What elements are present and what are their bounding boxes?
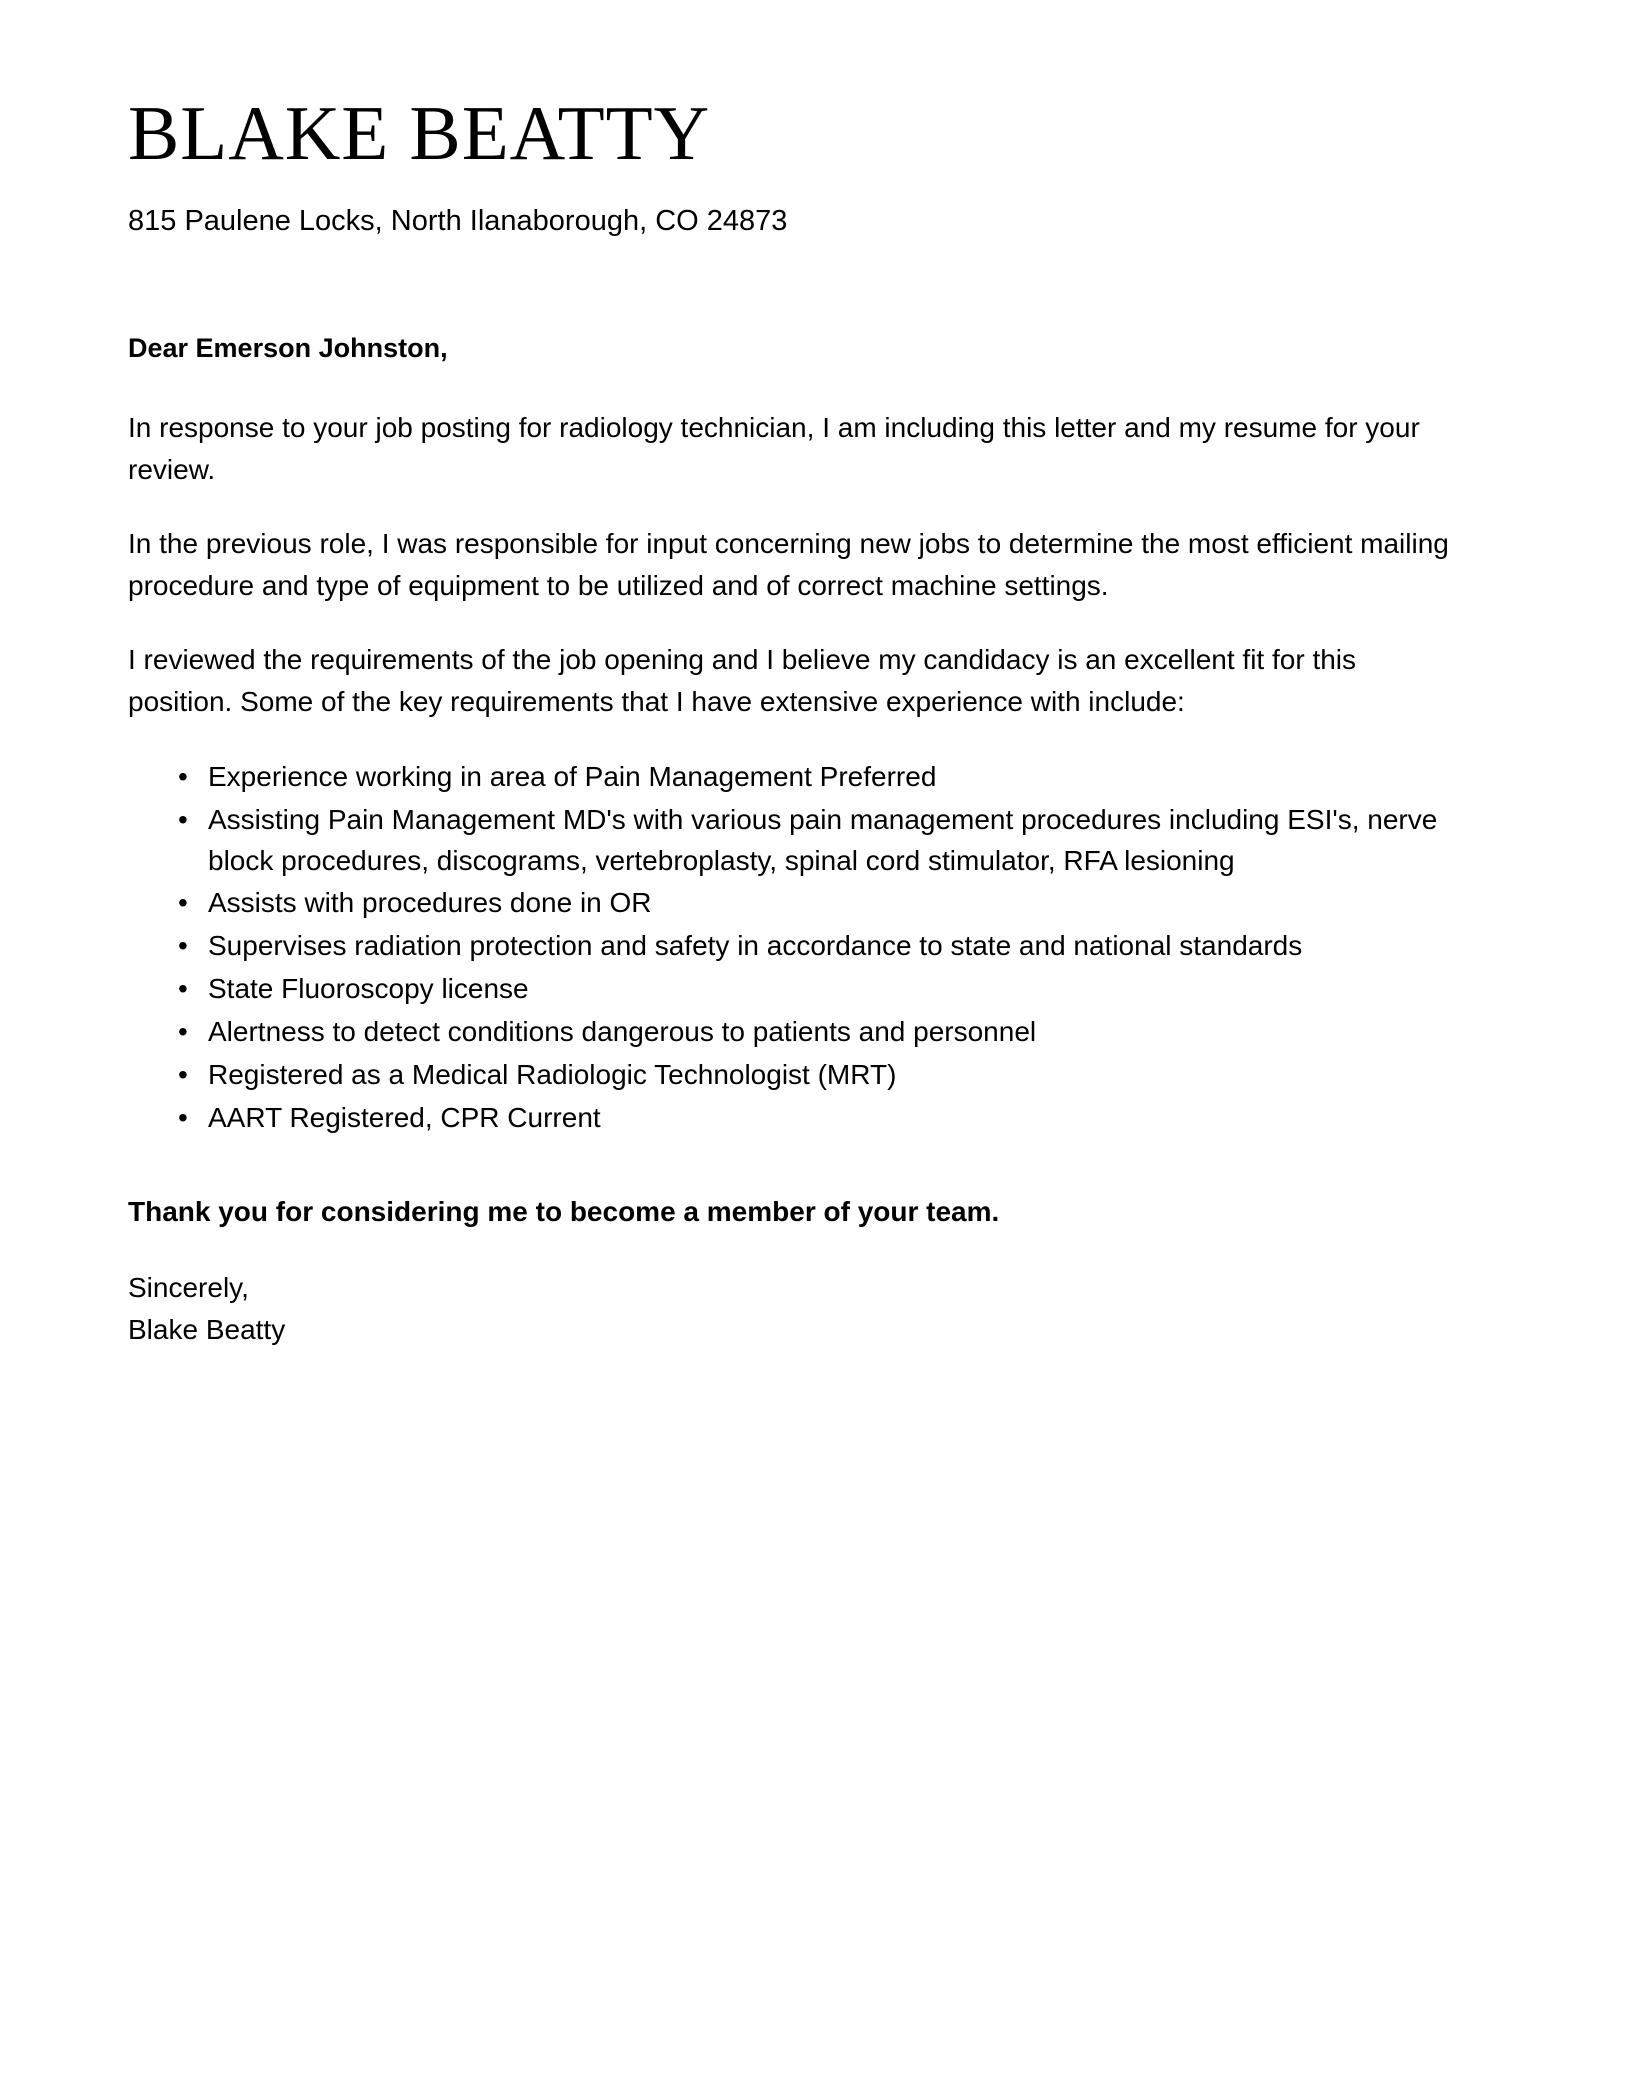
list-item: • Registered as a Medical Radiologic Technologist (MRT) [178, 1055, 1468, 1096]
list-item: • AART Registered, CPR Current [178, 1098, 1468, 1139]
salutation: Dear Emerson Johnston, [128, 333, 448, 364]
body-paragraph-3: I reviewed the requirements of the job opening and I believe my candidacy is an excellent fit for this position. Some of the key requirements that I have extensive experience with include: [128, 643, 1357, 717]
address-line: 815 Paulene Locks, North Ilanaborough, CO 24873 [128, 205, 788, 238]
signoff-salutation: Sincerely, [128, 1271, 249, 1303]
signature-block [128, 1267, 1468, 1351]
signature-name: Blake Beatty [128, 1313, 286, 1345]
list-item: • Assisting Pain Management MD's with various pain management procedures including ESI's, nerve block procedures, discograms, vertebroplasty, spinal cord stimulator, RFA lesioning [178, 800, 1468, 882]
body-paragraph-2: In the previous role, I was responsible for input concerning new jobs to determine the most efficient mailing procedure and type of equipment to be utilized and of correct machine settings. [128, 527, 1449, 601]
list-item: • Alertness to detect conditions dangerous to patients and personnel [178, 1012, 1468, 1053]
list-item: • Assists with procedures done in OR [178, 883, 1468, 924]
letter-body [128, 328, 1468, 1350]
letter-content [128, 72, 1468, 1351]
requirements-list [128, 757, 1468, 1139]
list-item: • State Fluoroscopy license [178, 969, 1468, 1010]
body-paragraph-1: In response to your job posting for radiology technician, I am including this letter and my resume for your review. [128, 411, 1420, 485]
closing-statement: Thank you for considering me to become a member of your team. [128, 1195, 1000, 1227]
list-item: • Experience working in area of Pain Management Preferred [178, 757, 1468, 798]
list-item: • Supervises radiation protection and safety in accordance to state and national standards [178, 926, 1468, 967]
page-title: BLAKE BEATTY [128, 90, 711, 176]
